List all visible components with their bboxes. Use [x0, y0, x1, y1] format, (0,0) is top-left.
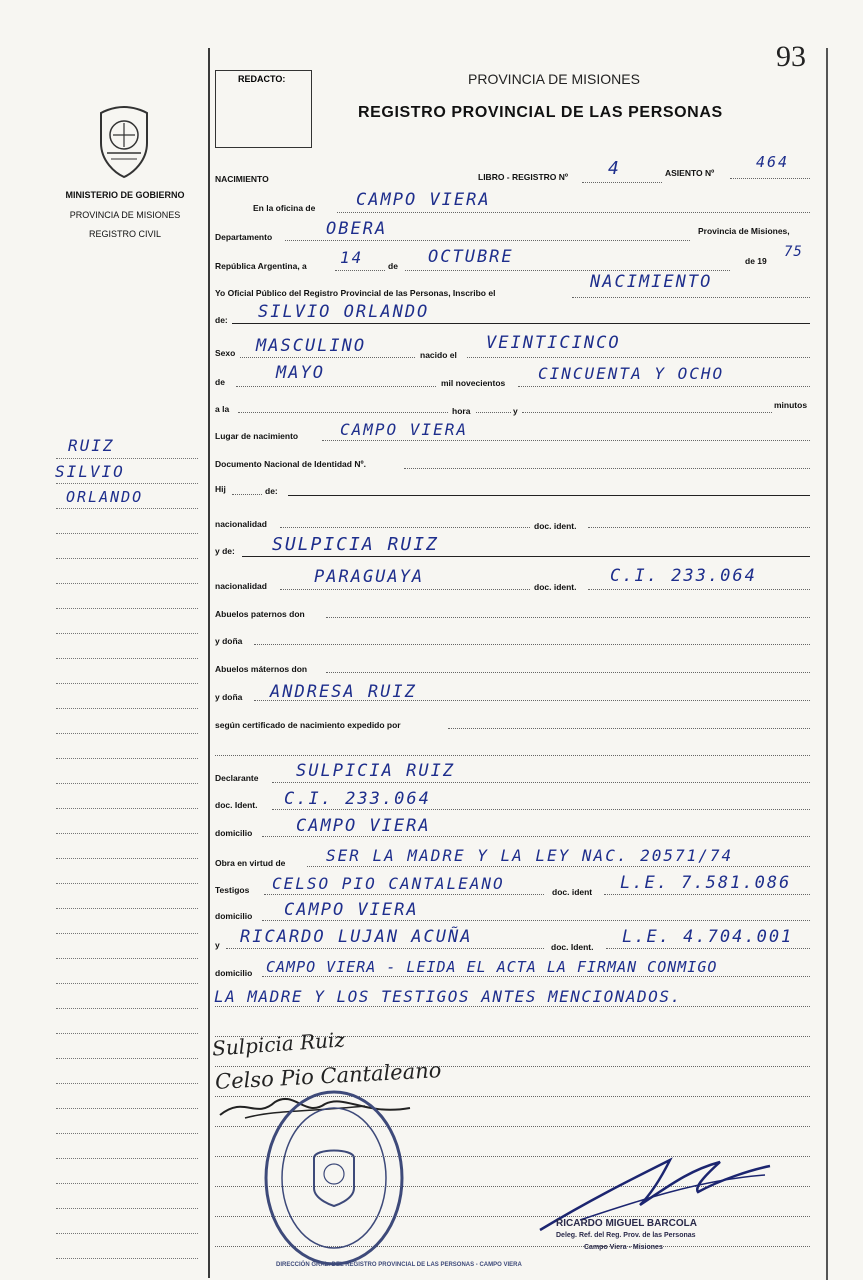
label-y-dona-materna: y doña	[215, 692, 243, 702]
value-obra: SER LA MADRE Y LA LEY NAC. 20571/74	[326, 846, 734, 865]
value-nombre: SILVIO ORLANDO	[258, 302, 430, 322]
value-dia: 14	[340, 248, 364, 267]
value-cierre: LA MADRE Y LOS TESTIGOS ANTES MENCIONADOS.	[214, 987, 682, 1006]
province-heading: PROVINCIA DE MISIONES	[468, 71, 640, 87]
coat-of-arms-icon	[93, 103, 155, 181]
official-round-seal-icon	[262, 1088, 407, 1268]
signature-declarante: Sulpicia Ruiz	[211, 1027, 346, 1061]
value-madre: SULPICIA RUIZ	[272, 534, 439, 555]
label-testigos: Testigos	[215, 885, 250, 895]
label-minutos: minutos	[774, 400, 808, 410]
value-nacido-mes: MAYO	[276, 363, 325, 383]
margin-middle-name: ORLANDO	[66, 488, 144, 506]
label-abuelos-paternos: Abuelos paternos don	[215, 609, 305, 619]
label-domicilio-declarante: domicilio	[215, 828, 253, 838]
label-nacionalidad-madre: nacionalidad	[215, 581, 267, 591]
label-provincia: Provincia de Misiones,	[698, 226, 790, 236]
label-domicilio-testigo1: domicilio	[215, 911, 253, 921]
page-number: 93	[776, 40, 806, 73]
value-testigo2: RICARDO LUJAN ACUÑA	[240, 927, 473, 947]
value-declarante-domicilio: CAMPO VIERA	[296, 816, 431, 836]
label-doc-ident-testigo1: doc. ident	[552, 887, 593, 897]
label-nacido-el: nacido el	[420, 350, 457, 360]
redacto-label: REDACTO:	[238, 74, 286, 84]
value-declarante: SULPICIA RUIZ	[296, 761, 456, 781]
label-sexo: Sexo	[215, 348, 236, 358]
label-asiento: ASIENTO Nº	[665, 168, 715, 178]
label-mil-novecientos: mil novecientos	[441, 378, 506, 388]
value-testigo1-domicilio: CAMPO VIERA	[284, 900, 419, 920]
label-de-mes-nacido: de	[215, 377, 225, 387]
label-y-dona-paterna: y doña	[215, 636, 243, 646]
label-documento: Documento Nacional de Identidad Nº.	[215, 459, 366, 469]
label-segun: según certificado de nacimiento expedido por	[215, 720, 401, 730]
label-lugar: Lugar de nacimiento	[215, 431, 299, 441]
value-testigo1: CELSO PIO CANTALEANO	[272, 874, 505, 893]
value-testigo2-doc: L.E. 4.704.001	[622, 927, 794, 947]
label-departamento: Departamento	[215, 232, 273, 242]
label-declarante: Declarante	[215, 773, 259, 783]
redacto-box	[215, 70, 312, 148]
label-doc-ident-testigo2: doc. Ident.	[551, 942, 594, 952]
ministry-civil-registry: REGISTRO CIVIL	[88, 229, 161, 239]
value-libro: 4	[608, 158, 621, 179]
label-doc-ident-madre: doc. ident.	[534, 582, 577, 592]
value-departamento: OBERA	[326, 219, 388, 239]
label-doc-ident-declarante: doc. Ident.	[215, 800, 258, 810]
label-nacimiento: NACIMIENTO	[215, 174, 269, 184]
registry-heading: REGISTRO PROVINCIAL DE LAS PERSONAS	[358, 104, 723, 121]
label-doc-ident-padre: doc. ident.	[534, 521, 577, 531]
label-abuelos-maternos: Abuelos máternos don	[215, 664, 308, 674]
margin-surname: RUIZ	[68, 436, 115, 455]
value-nacido-dia: VEINTICINCO	[486, 333, 621, 353]
stamp-place: Campo Viera - Misiones	[584, 1244, 663, 1251]
value-testigo2-domicilio: CAMPO VIERA - LEIDA EL ACTA LA FIRMAN CONMIGO	[266, 958, 718, 976]
ministry-title: MINISTERIO DE GOBIERNO	[65, 190, 185, 200]
value-inscribo: NACIMIENTO	[590, 272, 713, 292]
label-oficina: En la oficina de	[253, 203, 316, 213]
stamp-title: Deleg. Ref. del Reg. Prov. de las Personas	[556, 1232, 696, 1239]
value-madre-doc: C.I. 233.064	[610, 566, 757, 586]
seal-text: DIRECCIÓN GRAL. DEL REGISTRO PROVINCIAL DE LAS PERSONAS - CAMPO VIERA	[276, 1262, 522, 1268]
value-sexo: MASCULINO	[256, 336, 367, 356]
right-border	[826, 48, 828, 1280]
label-nacionalidad-padre: nacionalidad	[215, 519, 267, 529]
value-madre-nacionalidad: PARAGUAYA	[314, 567, 425, 587]
label-domicilio-testigo2: domicilio	[215, 968, 253, 978]
label-hij-de: de:	[265, 486, 278, 496]
label-a-la: a la	[215, 404, 230, 414]
label-de-19: de 19	[745, 256, 767, 266]
value-testigo1-doc: L.E. 7.581.086	[620, 873, 792, 893]
label-y-de: y de:	[215, 546, 235, 556]
label-republica: República Argentina, a	[215, 261, 307, 271]
label-hij: Hij	[215, 484, 226, 494]
ministry-province: PROVINCIA DE MISIONES	[69, 210, 181, 220]
value-declarante-doc: C.I. 233.064	[284, 789, 431, 809]
label-y-min: y	[513, 406, 518, 416]
value-anio: 75	[784, 244, 803, 260]
label-yo-oficial: Yo Oficial Público del Registro Provincial de las Personas, Inscribo el	[215, 288, 496, 298]
label-obra: Obra en virtud de	[215, 858, 286, 868]
stamp-name: RICARDO MIGUEL BARCOLA	[556, 1218, 697, 1229]
label-de-mes: de	[388, 261, 398, 271]
value-lugar: CAMPO VIERA	[340, 420, 468, 439]
label-de-nombre: de:	[215, 315, 228, 325]
value-nacido-anio: CINCUENTA Y OCHO	[538, 364, 725, 383]
value-oficina: CAMPO VIERA	[356, 190, 491, 210]
label-y-testigo2: y	[215, 940, 220, 950]
value-mes: OCTUBRE	[428, 247, 514, 267]
value-asiento: 464	[756, 153, 790, 171]
margin-first-name: SILVIO	[55, 462, 125, 481]
signature-testigo1: Celso Pio Cantaleano	[214, 1058, 442, 1094]
label-libro: LIBRO - REGISTRO Nº	[478, 172, 568, 182]
value-abuela-materna: ANDRESA RUIZ	[270, 682, 417, 702]
label-hora: hora	[452, 406, 471, 416]
